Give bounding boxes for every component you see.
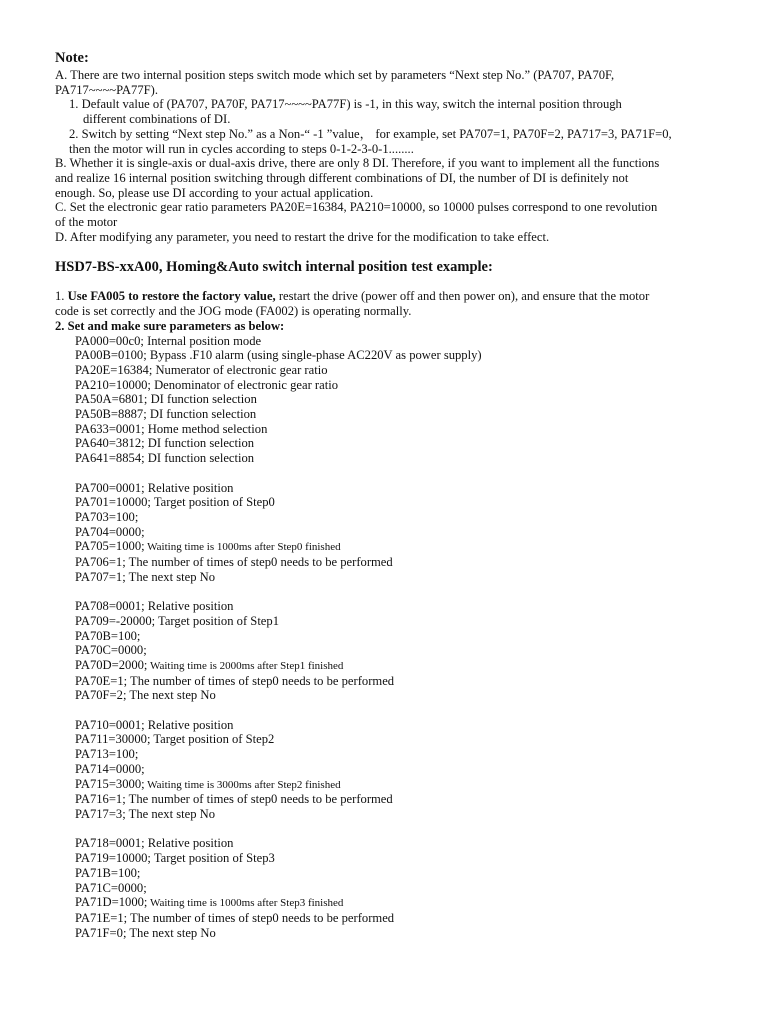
step1-rest: restart the drive (power off and then power on), and ensure that the motor [275,289,650,304]
param-line: PA00B=0100; Bypass .F10 alarm (using single-phase AC220V as power supply) [75,348,482,363]
step2-param: PA716=1; The number of times of step0 needs to be performed [75,792,393,807]
param-line: PA640=3812; DI function selection [75,436,255,451]
step2-line: 2. Set and make sure parameters as below: [55,318,285,333]
step3-wait-line [75,895,715,911]
note-a1-line2: different combinations of DI. [83,112,231,127]
parameter-list [55,334,715,941]
step0-param: PA707=1; The next step No [75,569,216,584]
step0-wait-note: Waiting time is 1000ms after Step0 finished [144,541,341,554]
note-c-line1: C. Set the electronic gear ratio parameters PA20E=16384, PA210=10000, so 10000 pulses correspond to one revolution [55,200,658,215]
example-heading: HSD7-BS-xxA00, Homing&Auto switch internal position test example: [55,259,493,276]
step2-param: PA714=0000; [75,761,145,776]
step1-wait-line [75,658,715,674]
note-title: Note: [55,50,89,66]
step3-param: PA718=0001; Relative position [75,836,234,851]
step2-param: PA717=3; The next step No [75,807,216,821]
param-line: PA000=00c0; Internal position mode [75,333,262,348]
step1-param: PA70F=2; The next step No [75,688,216,703]
note-a2-line2: then the motor will run in cycles according to steps 0-1-2-3-0-1........ [69,141,414,156]
step1-line1 [55,289,715,304]
param-line: PA20E=16384; Numerator of electronic gear ratio [75,362,328,377]
step1-line2: code is set correctly and the JOG mode (FA002) is operating normally. [55,304,412,319]
note-a-line1: A. There are two internal position steps switch mode which set by parameters “Next step No.” (PA707, PA70F, [55,68,615,82]
step1-param: PA708=0001; Relative position [75,599,234,614]
step2-param: PA713=100; [75,747,139,762]
step3-param: PA71E=1; The number of times of step0 needs to be performed [75,910,395,925]
note-b-line1: B. Whether it is single-axis or dual-axis drive, there are only 8 DI. Therefore, if you want to implement all the functions [55,156,660,171]
step2-wait-param: PA715=3000; [75,776,145,791]
note-c-line2: of the motor [55,215,118,230]
step1-param: PA70B=100; [75,628,141,643]
note-b-line3: enough. So, please use DI according to your actual application. [55,185,374,200]
note-b-line2: and realize 16 internal position switching through different combinations of DI, the number of DI is definitely not [55,170,629,185]
step2-param: PA711=30000; Target position of Step2 [75,732,275,747]
step0-param: PA706=1; The number of times of step0 needs to be performed [75,555,393,570]
note-a2-line1: 2. Switch by setting “Next step No.” as a Non-“ -1 ”value， for example, set PA707=1, PA70F=2, PA717=3, PA71F=0, [69,126,672,141]
param-line: PA50B=8887; DI function selection [75,407,257,422]
step3-param: PA719=10000; Target position of Step3 [75,851,275,866]
step3-wait-param: PA71D=1000; [75,895,148,910]
step0-param: PA700=0001; Relative position [75,480,234,495]
step1-param: PA709=-20000; Target position of Step1 [75,613,279,628]
step2-wait-note: Waiting time is 3000ms after Step2 finished [144,778,341,791]
param-line: PA633=0001; Home method selection [75,421,268,436]
step1-wait-note: Waiting time is 2000ms after Step1 finished [147,659,344,672]
step0-param: PA703=100; [75,509,139,524]
param-line: PA641=8854; DI function selection [75,451,255,466]
step3-wait-note: Waiting time is 1000ms after Step3 finished [147,897,344,910]
param-line: PA50A=6801; DI function selection [75,392,257,407]
step2-wait-line [75,777,715,793]
step1-wait-param: PA70D=2000; [75,657,148,672]
step3-param: PA71F=0; The next step No [75,925,216,940]
step1-param: PA70C=0000; [75,643,147,658]
step2-param: PA710=0001; Relative position [75,717,234,732]
note-d-line1: D. After modifying any parameter, you need to restart the drive for the modification to take effect. [55,229,550,244]
step0-param: PA704=0000; [75,524,145,539]
step1-bold: Use FA005 to restore the factory value, [67,289,276,304]
note-a1-line1: 1. Default value of (PA707, PA70F, PA717~~~~PA77F) is -1, in this way, switch the internal position through [69,97,622,112]
document-page [55,50,715,940]
step3-param: PA71B=100; [75,865,141,880]
step0-wait-param: PA705=1000; [75,539,145,554]
step0-wait-line [75,539,715,555]
step1-param: PA70E=1; The number of times of step0 needs to be performed [75,673,395,688]
step3-param: PA71C=0000; [75,880,147,895]
step1-number: 1. [55,289,68,304]
param-line: PA210=10000; Denominator of electronic gear ratio [75,377,338,392]
step0-param: PA701=10000; Target position of Step0 [75,495,275,510]
note-a-line2: PA717~~~~PA77F). [55,82,158,97]
